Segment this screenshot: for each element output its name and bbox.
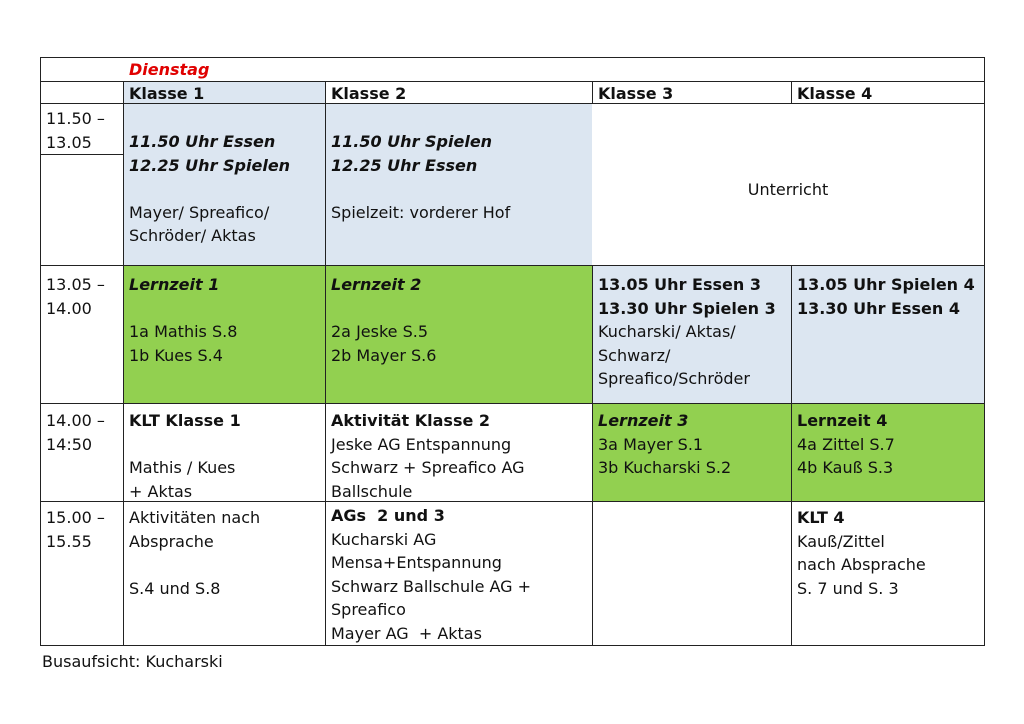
cell-line: Mayer AG + Aktas	[331, 623, 482, 643]
cell-line: 13.05 Uhr Spielen 4	[797, 275, 975, 294]
header-klasse-3: Klasse 3	[598, 84, 674, 103]
cell-line: 4b Kauß S.3	[797, 458, 894, 477]
cell-line: Mayer/ Spreafico/	[129, 202, 270, 222]
cell-line: 2b Mayer S.6	[331, 345, 437, 365]
cell-line: Ballschule	[331, 481, 413, 501]
cell-line: 1a Mathis S.8	[129, 322, 238, 341]
cell-line: 1b Kues S.4	[129, 345, 223, 365]
cell-row3-klasse2	[325, 407, 531, 505]
cell-line: Schwarz/	[598, 345, 671, 365]
cell-row4-klasse1	[123, 504, 266, 602]
cell-line: nach Absprache	[797, 555, 926, 574]
cell-line	[331, 177, 510, 201]
cell-line	[129, 553, 260, 577]
cell-line	[331, 297, 436, 321]
header-klasse-4: Klasse 4	[797, 84, 873, 103]
cell-line: 4a Zittel S.7	[797, 434, 895, 454]
cell-line: Aktivität Klasse 2	[331, 411, 491, 430]
cell-row1-klasse2	[325, 128, 516, 226]
cell-line: 3b Kucharski S.2	[598, 458, 732, 477]
cell-row4-klasse2	[325, 502, 537, 647]
cell-line: 13.30 Uhr Essen 4	[797, 298, 960, 318]
cell-line: Lernzeit 2	[331, 275, 422, 294]
cell-line: 11.50 Uhr Spielen	[331, 132, 493, 151]
cell-line: 13.30 Uhr Spielen 3	[598, 298, 776, 318]
cell-line: S.4 und S.8	[129, 578, 221, 598]
cell-row1-klasse1	[123, 128, 296, 250]
time-row-2	[40, 271, 111, 322]
time-row-3	[40, 407, 111, 458]
cell-row1-klasse3-4: Unterricht	[747, 180, 829, 199]
cell-line	[129, 433, 241, 457]
time-line: 15.55	[46, 531, 92, 551]
time-line: 14.00	[46, 298, 92, 318]
cell-line: AGs 2 und 3	[331, 506, 445, 525]
cell-row2-klasse1	[123, 271, 243, 369]
cell-line: 11.50 Uhr Essen	[129, 132, 276, 151]
cell-row3-klasse3	[592, 407, 737, 482]
cell-line: S. 7 und S. 3	[797, 578, 899, 598]
cell-line: Jeske AG Entspannung	[331, 434, 512, 454]
cell-line: KLT Klasse 1	[129, 411, 241, 430]
cell-line: 3a Mayer S.1	[598, 434, 704, 454]
cell-row4-klasse4	[791, 504, 932, 602]
cell-line: Spreafico/Schröder	[598, 369, 750, 388]
header-klasse-2: Klasse 2	[331, 84, 407, 103]
time-line: 11.50 –	[46, 109, 105, 128]
cell-row3-klasse4	[791, 407, 901, 482]
header-klasse-1: Klasse 1	[129, 84, 205, 103]
time-row-1	[40, 105, 111, 156]
cell-line: Aktivitäten nach	[129, 508, 261, 527]
cell-line: Kucharski/ Aktas/	[598, 322, 736, 341]
cell-line: 2a Jeske S.5	[331, 322, 429, 341]
cell-line	[129, 297, 237, 321]
cell-line: KLT 4	[797, 508, 845, 527]
cell-line: 12.25 Uhr Essen	[331, 155, 478, 175]
cell-line	[129, 177, 290, 201]
cell-line: Kauß/Zittel	[797, 531, 885, 551]
cell-line: Schwarz + Spreafico AG	[331, 458, 525, 477]
cell-line: Lernzeit 3	[598, 411, 689, 430]
cell-line: Mensa+Entspannung	[331, 553, 502, 572]
time-line: 14:50	[46, 434, 93, 454]
cell-line: Absprache	[129, 531, 214, 551]
cell-row4-klasse3	[592, 504, 604, 508]
time-line: 14.00 –	[46, 411, 105, 430]
cell-line: Lernzeit 4	[797, 411, 888, 430]
cell-row2-klasse3	[592, 271, 782, 393]
cell-line: 12.25 Uhr Spielen	[129, 155, 291, 175]
cell-line: Schröder/ Aktas	[129, 226, 256, 245]
day-title: Dienstag	[129, 60, 210, 79]
cell-line: Spielzeit: vorderer Hof	[331, 202, 511, 222]
footer-note: Busaufsicht: Kucharski	[42, 652, 223, 671]
cell-line: Kucharski AG	[331, 529, 437, 549]
cell-line: + Aktas	[129, 481, 193, 501]
time-line: 15.00 –	[46, 508, 105, 527]
cell-line: Spreafico	[331, 600, 406, 619]
time-line: 13.05 –	[46, 275, 105, 294]
cell-line: Mathis / Kues	[129, 458, 236, 477]
cell-line: Schwarz Ballschule AG +	[331, 576, 532, 596]
cell-line: 13.05 Uhr Essen 3	[598, 275, 761, 294]
time-row-4	[40, 504, 111, 555]
cell-row2-klasse2	[325, 271, 442, 369]
cell-row3-klasse1	[123, 407, 247, 505]
time-line: 13.05	[46, 132, 92, 152]
cell-row2-klasse4	[791, 271, 981, 322]
cell-line: Lernzeit 1	[129, 275, 220, 294]
